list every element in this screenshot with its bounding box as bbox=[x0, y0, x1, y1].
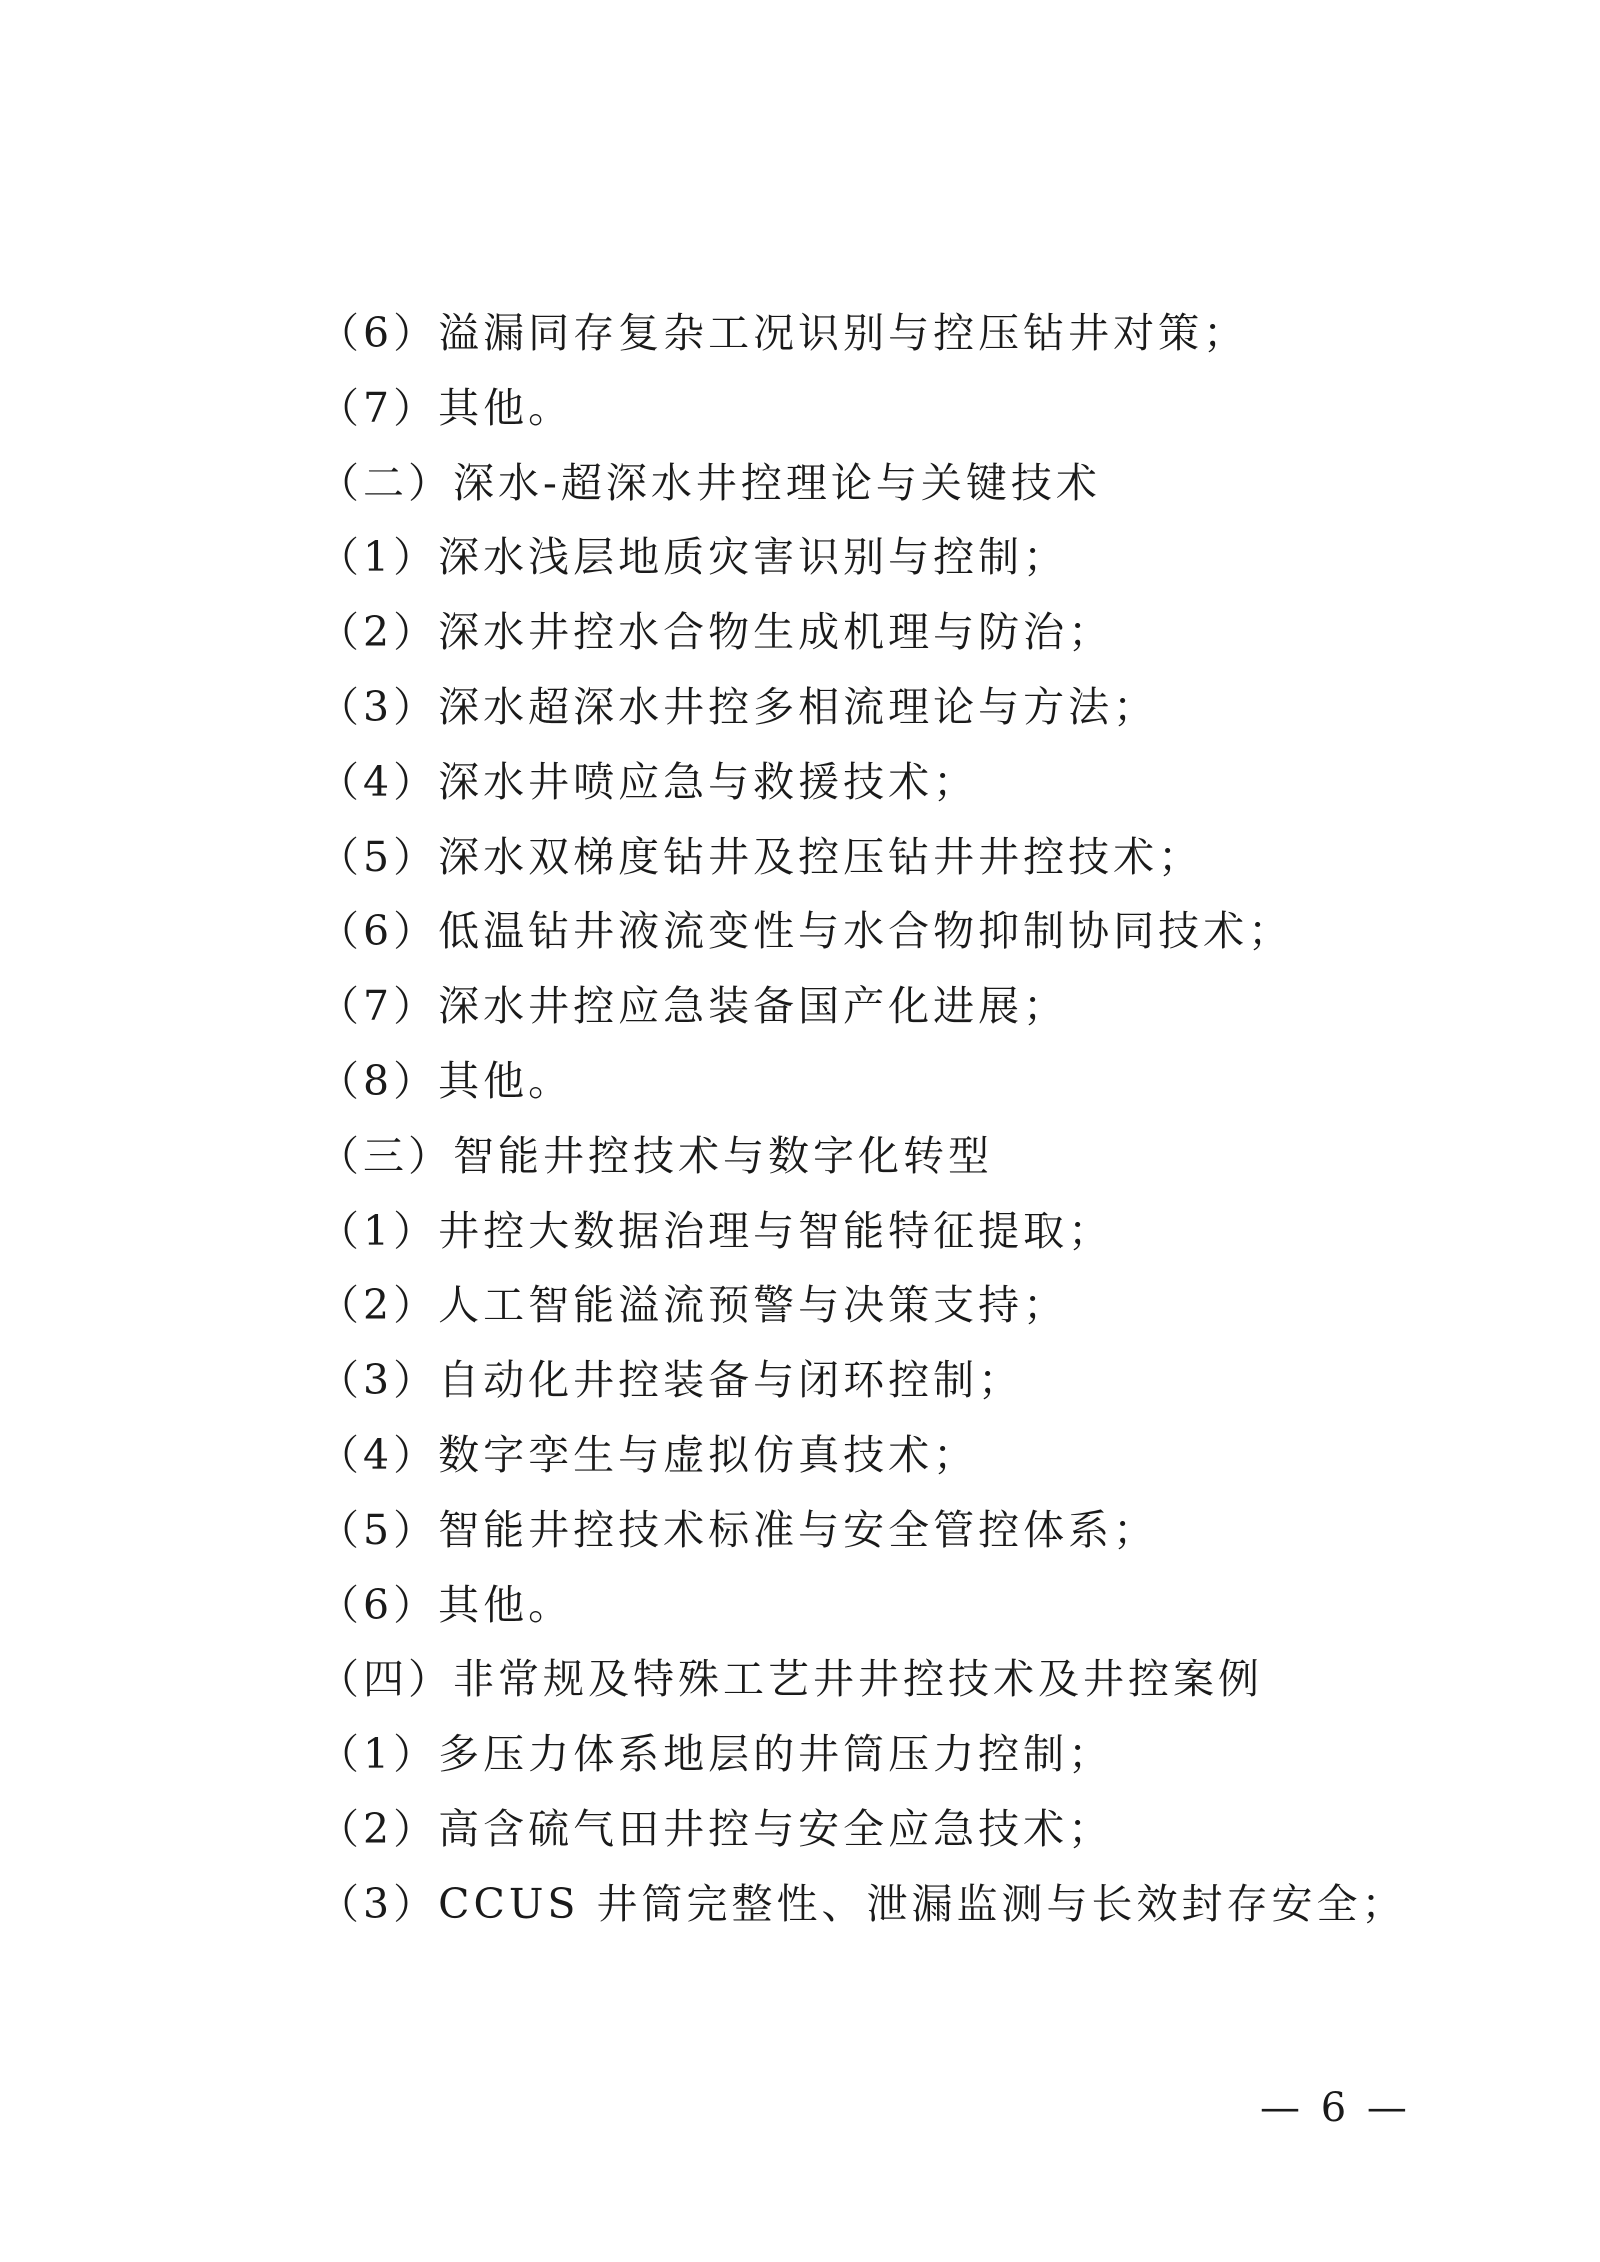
text-line: （8）其他。 bbox=[318, 1056, 574, 1105]
text-line: （7）其他。 bbox=[318, 383, 574, 432]
text-line: （6）其他。 bbox=[318, 1580, 574, 1629]
text-line: （4）数字孪生与虚拟仿真技术； bbox=[318, 1430, 979, 1479]
section-heading: （四）非常规及特殊工艺井井控技术及井控案例 bbox=[318, 1655, 1263, 1704]
section-heading: （三）智能井控技术与数字化转型 bbox=[318, 1131, 993, 1180]
text-line: （1）井控大数据治理与智能特征提取； bbox=[318, 1206, 1114, 1255]
text-line: （2）深水井控水合物生成机理与防治； bbox=[318, 608, 1114, 657]
text-line: （2）高含硫气田井控与安全应急技术； bbox=[318, 1804, 1114, 1853]
text-line: （4）深水井喷应急与救援技术； bbox=[318, 757, 979, 806]
section-heading: （二）深水-超深水井控理论与关键技术 bbox=[318, 458, 1101, 507]
text-line: （1）多压力体系地层的井筒压力控制； bbox=[318, 1730, 1114, 1779]
text-line: （6）低温钻井液流变性与水合物抑制协同技术； bbox=[318, 907, 1294, 956]
text-line: （1）深水浅层地质灾害识别与控制； bbox=[318, 533, 1069, 582]
text-line: （3）CCUS 井筒完整性、泄漏监测与长效封存安全； bbox=[318, 1879, 1407, 1928]
page-number: — 6 — bbox=[1260, 2085, 1411, 2131]
text-line: （5）深水双梯度钻井及控压钻井井控技术； bbox=[318, 832, 1204, 881]
text-line: （7）深水井控应急装备国产化进展； bbox=[318, 982, 1069, 1031]
text-line: （6）溢漏同存复杂工况识别与控压钻井对策； bbox=[318, 309, 1249, 357]
body-text bbox=[318, 296, 1407, 1942]
text-line: （5）智能井控技术标准与安全管控体系； bbox=[318, 1505, 1159, 1554]
text-line: （2）人工智能溢流预警与决策支持； bbox=[318, 1281, 1069, 1330]
text-line: （3）深水超深水井控多相流理论与方法； bbox=[318, 682, 1159, 731]
text-line: （3）自动化井控装备与闭环控制； bbox=[318, 1356, 1024, 1405]
